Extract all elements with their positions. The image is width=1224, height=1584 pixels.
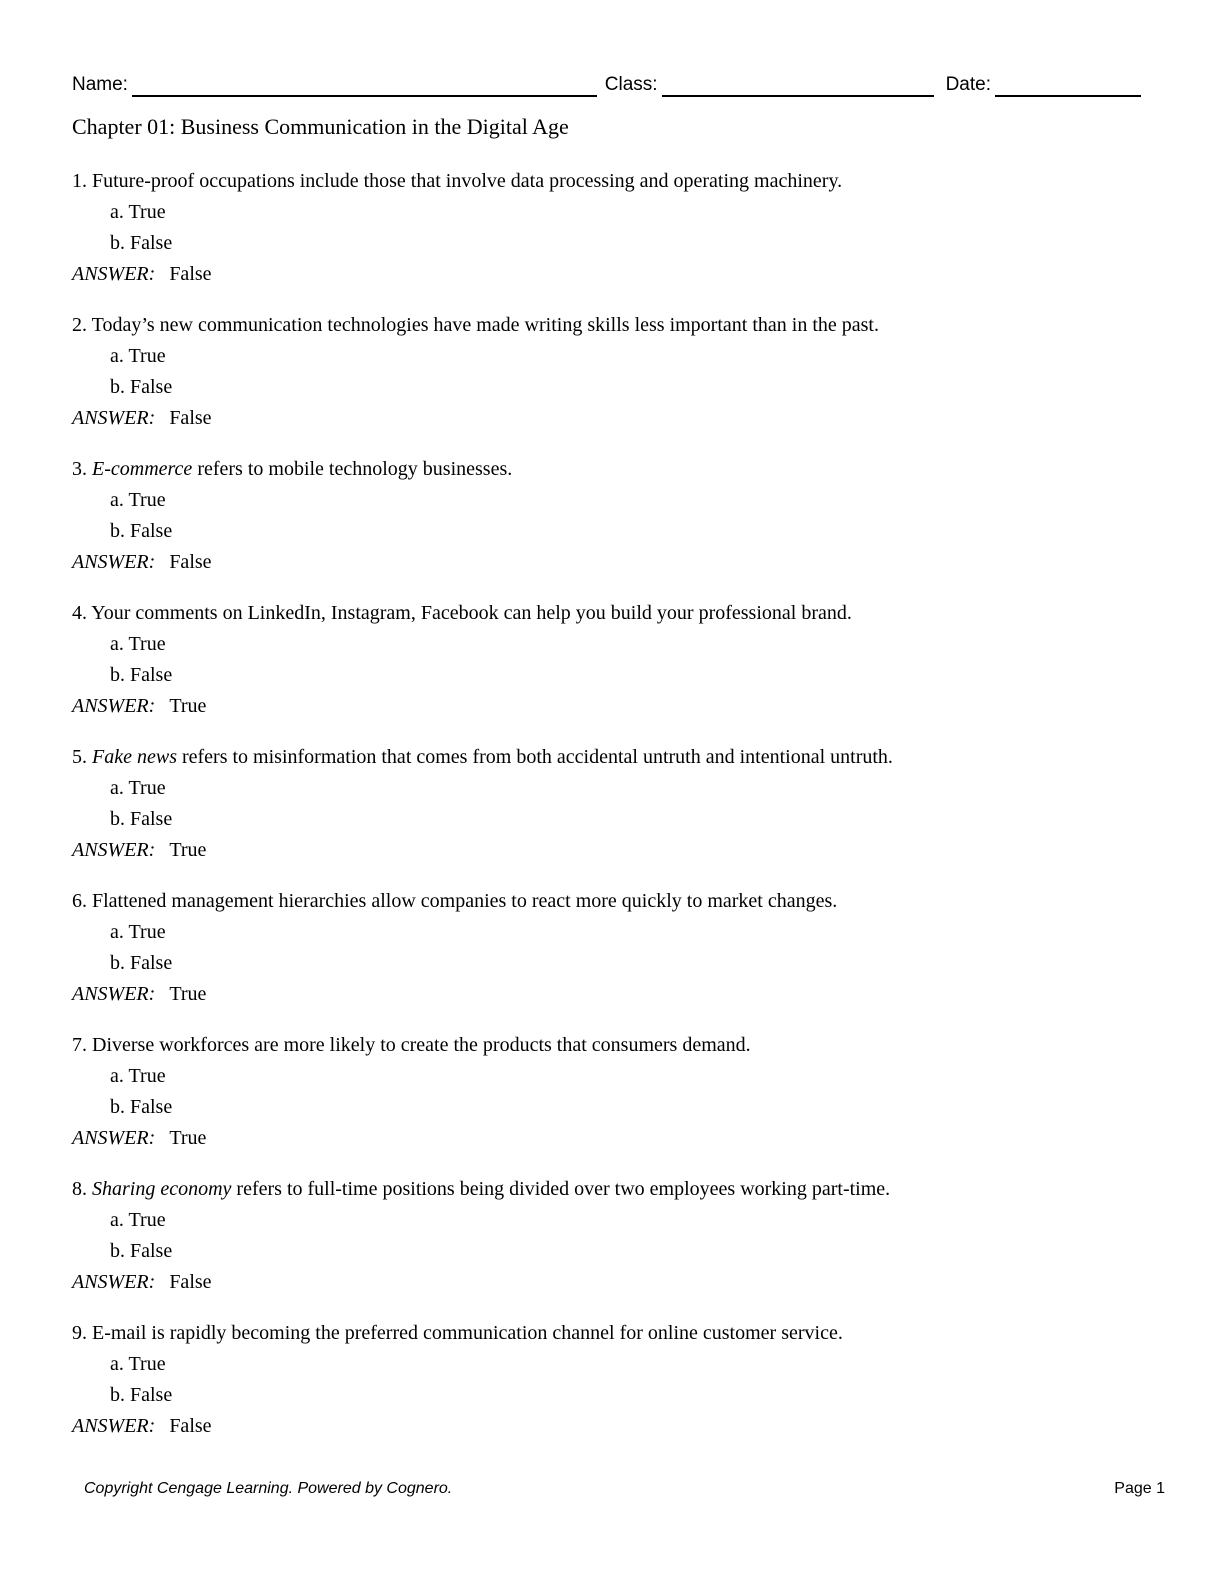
question-block-5 [72,742,1148,866]
question-block-4 [72,598,1148,722]
questions-list [72,166,1148,1442]
main-content [72,112,1148,1462]
question-body: Flattened management hierarchies allow companies to react more quickly to market changes. [92,890,838,912]
question-text [72,886,1148,917]
question-number: 3. [72,458,92,480]
option-true: a. True [110,1065,166,1087]
question-italic-term: E-commerce [92,458,193,480]
answer-value: False [169,263,212,285]
form-header [72,68,1141,97]
class-label: Class: [604,74,658,95]
answer-value: True [169,695,207,717]
option-true: a. True [110,921,166,943]
question-number: 8. [72,1178,92,1200]
answer-label: ANSWER: [72,839,156,861]
question-body: refers to misinformation that comes from both accidental untruth and intentional untruth. [176,746,893,768]
question-italic-term: Sharing economy [92,1178,232,1200]
answer-line [72,259,1148,290]
question-number: 2. [72,314,92,336]
answer-value: False [169,1271,212,1293]
question-block-1 [72,166,1148,290]
question-block-9 [72,1318,1148,1442]
answer-line [72,691,1148,722]
answer-label: ANSWER: [72,983,156,1005]
answer-value: True [169,839,207,861]
option-false: b. False [110,808,173,830]
option-true: a. True [110,345,166,367]
answer-line [72,1411,1148,1442]
option-true: a. True [110,777,166,799]
question-body: refers to full-time positions being divided over two employees working part-time. [231,1178,891,1200]
option-true: a. True [110,489,166,511]
question-body: Diverse workforces are more likely to create the products that consumers demand. [92,1034,751,1056]
answer-value: False [169,1415,212,1437]
copyright-text: Copyright Cengage Learning. Powered by Cognero. [84,1480,453,1497]
question-text [72,1030,1148,1061]
question-number: 9. [72,1322,92,1344]
option-false: b. False [110,952,173,974]
page-title: Chapter 01: Business Communication in the Digital Age [72,114,569,139]
class-blank-field [662,68,934,97]
answer-label: ANSWER: [72,407,156,429]
answer-value: False [169,407,212,429]
option-false: b. False [110,520,173,542]
answer-line [72,403,1148,434]
answer-label: ANSWER: [72,1271,156,1293]
question-text [72,598,1148,629]
question-text [72,1174,1148,1205]
answer-label: ANSWER: [72,695,156,717]
question-number: 6. [72,890,92,912]
option-true: a. True [110,1353,166,1375]
question-block-8 [72,1174,1148,1298]
answer-line [72,547,1148,578]
question-body: Your comments on LinkedIn, Instagram, Facebook can help you build your professional brand. [91,602,852,624]
question-text [72,1318,1148,1349]
question-block-2 [72,310,1148,434]
question-block-7 [72,1030,1148,1154]
question-text [72,166,1148,197]
question-text [72,742,1148,773]
question-number: 5. [72,746,92,768]
question-body: Today’s new communication technologies have made writing skills less important than in the past. [91,314,879,336]
date-blank-field [995,68,1141,97]
question-body: Future-proof occupations include those that involve data processing and operating machinery. [92,170,843,192]
question-text [72,454,1148,485]
question-number: 7. [72,1034,92,1056]
question-number: 4. [72,602,92,624]
option-true: a. True [110,201,166,223]
option-true: a. True [110,1209,166,1231]
answer-line [72,1123,1148,1154]
question-block-3 [72,454,1148,578]
question-body: refers to mobile technology businesses. [192,458,513,480]
page-number: Page 1 [1114,1480,1165,1497]
name-blank-field [132,68,597,97]
answer-label: ANSWER: [72,1127,156,1149]
option-false: b. False [110,232,173,254]
option-false: b. False [110,376,173,398]
answer-line [72,979,1148,1010]
date-label: Date: [945,74,991,95]
answer-value: True [169,983,207,1005]
question-body: E-mail is rapidly becoming the preferred communication channel for online customer service. [92,1322,843,1344]
question-block-6 [72,886,1148,1010]
question-italic-term: Fake news [92,746,177,768]
answer-value: False [169,551,212,573]
question-number: 1. [72,170,92,192]
name-label: Name: [72,74,128,95]
answer-line [72,1267,1148,1298]
option-false: b. False [110,664,173,686]
option-false: b. False [110,1384,173,1406]
answer-value: True [169,1127,207,1149]
option-false: b. False [110,1240,173,1262]
option-true: a. True [110,633,166,655]
answer-label: ANSWER: [72,551,156,573]
answer-line [72,835,1148,866]
option-false: b. False [110,1096,173,1118]
answer-label: ANSWER: [72,263,156,285]
page-footer [84,1480,1165,1498]
answer-label: ANSWER: [72,1415,156,1437]
question-text [72,310,1148,341]
